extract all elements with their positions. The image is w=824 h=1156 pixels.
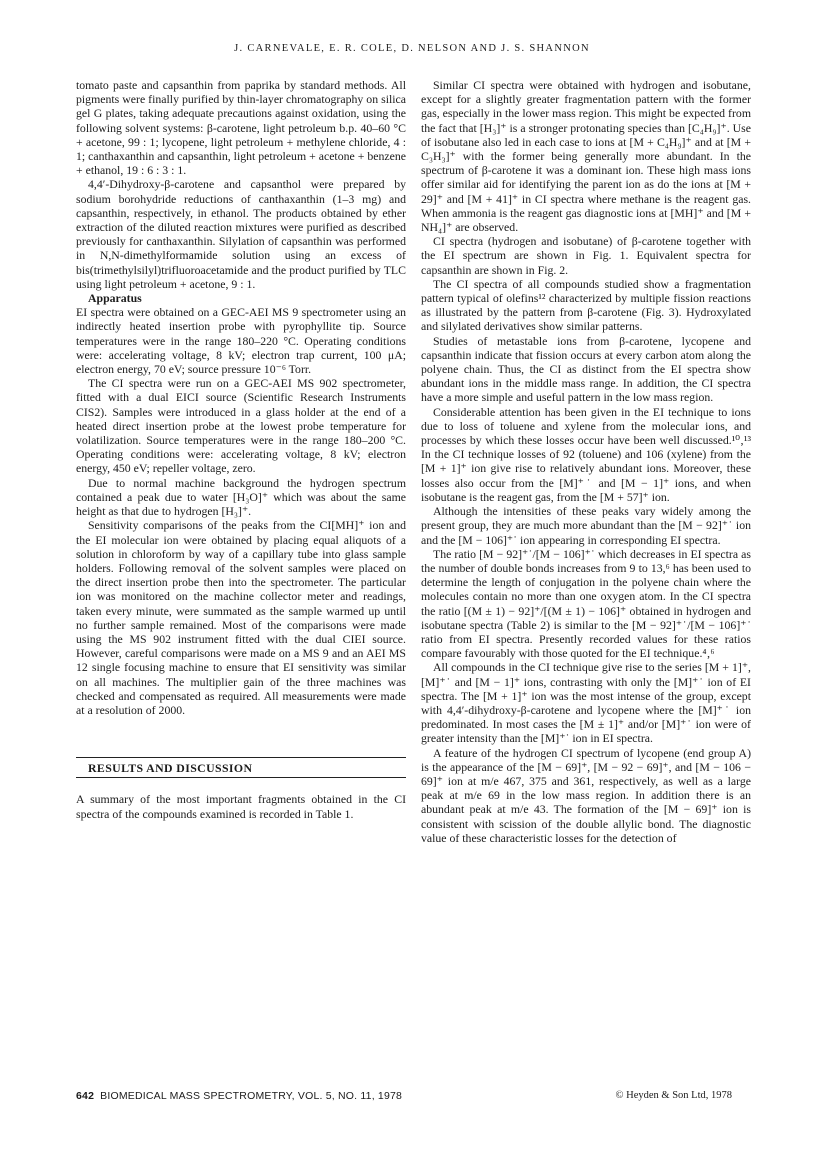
body-paragraph: Sensitivity comparisons of the peaks from the CI[MH]⁺ ion and the EI molecular ion were obtained by placing equal aliquots of a solution in chloroform by way of a capillary tube into glass sample holders. Following removal of the solvent samples were placed on the direct insertion probe then into the spectrometer. The particular ion was monitored on the machine collector meter and readings, taken every minute, were summated as the sample warmed up until no further sample remained. Most of the comparisons were made using the MS 902 instrument fitted with the dual CIEI source. However, careful comparisons were made on a MS 9 and an AEI MS 12 single focusing machine to ensure that EI sensitivity was similar on all machines. The multiplier gain of the three machines was checked and compensated as required. All measurements were made at a resolution of 2000. (76, 518, 406, 717)
body-paragraph: The CI spectra were run on a GEC-AEI MS 902 spectrometer, fitted with a dual EICI source (Scientific Research Instruments CIS2). Samples were introduced in a glass holder at the end of a heated direct insertion probe at the lowest probe temperature for volatilization. Source temperatures were in the range 180–200 °C. Operating conditions were: accelerating voltage, 8 kV; electron energy, 450 eV; repeller voltage, zero. (76, 376, 406, 476)
section-rule-bottom (76, 777, 406, 778)
body-paragraph: The CI spectra of all compounds studied show a fragmentation pattern typical of olefins¹² characterized by multiple fission reactions as illustrated by the pattern from β-carotene (Fig. 3). Hydroxylated and silylated derivatives show similar patterns. (421, 276, 751, 334)
journal-citation: BIOMEDICAL MASS SPECTROMETRY, VOL. 5, NO. 11, 1978 (100, 1090, 403, 1102)
body-paragraph: The ratio [M − 92]⁺˙/[M − 106]⁺˙ which decreases in EI spectra as the number of double bonds increases from 9 to 13,⁶ has been used to determine the length of conjugation in the polyene chain where the molecules contain no more than one oxygen atom. In the CI spectra the ratio [(M ± 1) − 92]⁺/[(M ± 1) − 106]⁺ obtained in hydrogen and isobutane spectra (Table 2) is similar to the [M − 92]⁺˙/[M − 106]⁺˙ ratio from EI spectra. Presently recorded values for these ratios compare favourably with those quoted for the EI technique.⁴‚⁶ (421, 546, 751, 661)
body-paragraph: Although the intensities of these peaks vary widely among the present group, they are much more abundant than the [M − 92]⁺˙ ion and the [M − 106]⁺˙ ion appearing in corresponding EI spectra. (421, 504, 751, 547)
section-heading-results: RESULTS AND DISCUSSION (88, 761, 253, 776)
body-paragraph: Considerable attention has been given in the EI technique to ions due to loss of toluene and xylene from the molecular ions, and processes by which these losses occur have been well discussed.¹⁰‚¹³ In the CI technique losses of 92 (toluene) and 106 (xylene) from the [M + 1]⁺ ion give rise to relatively abundant ions. Moreover, these losses also occur from the [M]⁺˙ and [M − 1]⁺ ions, and when isobutane is the reagent gas, from the [M + 57]⁺ ion. (421, 404, 751, 504)
body-paragraph: CI spectra (hydrogen and isobutane) of β-carotene together with the EI spectrum are shown in Fig. 1. Equivalent spectra for capsanthin are shown in Fig. 2. (421, 234, 751, 277)
footer-copyright: © Heyden & Son Ltd, 1978 (615, 1090, 732, 1101)
body-paragraph: Due to normal machine background the hydrogen spectrum contained a peak due to water [H₃O]⁺ which was about the same height as that due to hydrogen [H₃]⁺. (76, 475, 406, 519)
body-paragraph: All compounds in the CI technique give rise to the series [M + 1]⁺, [M]⁺˙ and [M − 1]⁺ ions, contrasting with only the [M]⁺˙ ion of EI spectra. The [M + 1]⁺ ion was the most intense of the group, except with 4,4′-dihydroxy-β-carotene and lycopene where the [M]⁺˙ ion predominated. In most cases the [M ± 1]⁺ and/or [M]⁺˙ ion were of greater intensity than the [M]⁺˙ ion in EI spectra. (421, 660, 751, 746)
body-paragraph: EI spectra were obtained on a GEC-AEI MS 9 spectrometer using an indirectly heated insertion probe with pyrophyllite tip. Source temperatures were in the range 180–220 °C. Operating conditions were: accelerating voltage, 8 kV; electron trap current, 100 μA; electron energy, 70 eV; source pressure 10⁻⁶ Torr. (76, 305, 406, 377)
right-column (421, 78, 751, 845)
results-heading-block (76, 757, 406, 778)
body-paragraph: A summary of the most important fragments obtained in the CI spectra of the compounds examined is recorded in Table 1. (76, 792, 406, 821)
page-number: 642 (76, 1090, 95, 1102)
footer-journal (76, 1090, 402, 1102)
body-paragraph: tomato paste and capsanthin from paprika by standard methods. All pigments were finally purified by thin-layer chromatography on silica gel G plates, taking adequate precautions against oxidation, using the following solvent systems: β-carotene, light petroleum b.p. 40–60 °C + acetone, 99 : 1; lycopene, light petroleum + methylene chloride, 4 : 1; canthaxanthin and capsanthin, light petroleum + acetone + benzene + ethanol, 19 : 6 : 3 : 1. (76, 78, 406, 178)
body-paragraph: Studies of metastable ions from β-carotene, lycopene and capsanthin indicate that fission occurs at every carbon atom along the polyene chain. Thus, the CI as distinct from the EI spectra show abundant ions in the middle mass range. In addition, the CI spectra have a more simple and useful pattern in the low mass region. (421, 333, 751, 405)
section-heading-apparatus: Apparatus (88, 291, 142, 306)
body-paragraph: Similar CI spectra were obtained with hydrogen and isobutane, except for a slightly greater fragmentation pattern with the former gas, especially in the lower mass region. This might be expected from the fact that [H₃]⁺ is a stronger protonating species than [C₄H₉]⁺. Use of isobutane also led in each case to ions at [M + C₄H₉]⁺ and at [M + C₃H₃]⁺ with the former being generally more abundant. In the spectrum of β-carotene it was a dominant ion. These high mass ions offer similar aid for identifying the parent ion as do the ions at [M + 29]⁺ and [M + 41]⁺ in CI spectra where methane is the reagent gas. When ammonia is the reagent gas diagnostic ions at [MH]⁺ and [M + NH₄]⁺ are observed. (421, 78, 751, 235)
body-paragraph: 4,4′-Dihydroxy-β-carotene and capsanthol were prepared by sodium borohydride reductions of canthaxanthin (1–3 mg) and capsanthin, respectively, in ethanol. The products obtained by ether extraction of the diluted reaction mixtures were purified as described previously for canthaxanthin. Silylation of capsanthin was performed in N,N-dimethylformamide solution using an excess of bis(trimethylsilyl)trifluoroacetamide and the product purified by TLC using light petroleum + acetone, 9 : 1. (76, 177, 406, 291)
running-head: J. CARNEVALE, E. R. COLE, D. NELSON AND J. S. SHANNON (234, 43, 590, 54)
left-column (76, 78, 406, 821)
body-paragraph: A feature of the hydrogen CI spectrum of lycopene (end group A) is the appearance of the [M − 69]⁺, [M − 92 − 69]⁺, and [M − 106 − 69]⁺ ion at m/e 467, 375 and 361, respectively, as well as a large peak at m/e 69 in the low mass region. In addition there is an abundant peak at m/e 43. The formation of the [M − 69]⁺ ion is consistent with scission of the double allylic bond. The diagnostic value of these characteristic losses for the detection of (421, 745, 751, 845)
